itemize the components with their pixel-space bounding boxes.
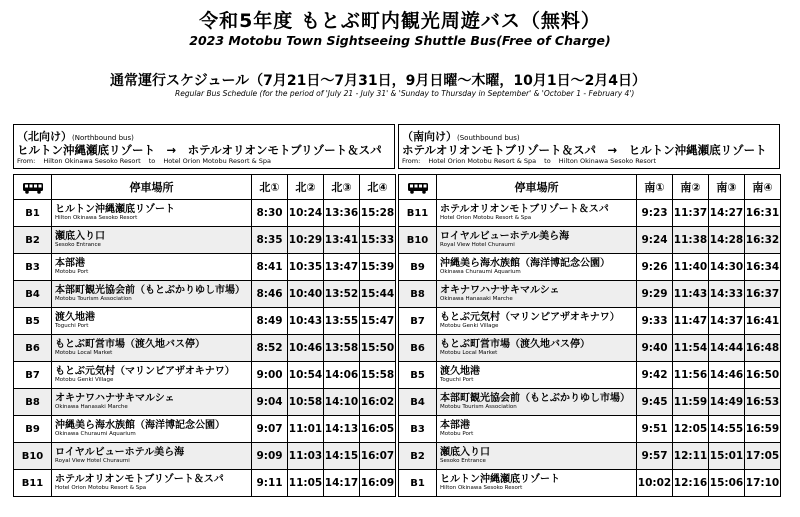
stop-code: B2: [399, 443, 437, 470]
departure-time: 17:10: [745, 470, 781, 497]
page-subtitle: 2023 Motobu Town Sightseeing Shuttle Bus(Free of Charge): [189, 33, 611, 48]
departure-time: 11:37: [673, 200, 709, 227]
stop-name-en: Hotel Orion Motobu Resort & Spa: [55, 484, 147, 491]
bus-icon: [22, 182, 44, 194]
southbound-to: Hilton Okinawa Sesoko Resort: [558, 157, 657, 165]
page-title: 令和5年度 もとぶ町内観光周遊バス（無料）: [199, 10, 601, 32]
stop-name-en: Sesoko Entrance: [55, 241, 101, 248]
departure-time: 10:40: [288, 281, 324, 308]
departure-time: 9:40: [637, 335, 673, 362]
departure-time: 11:56: [673, 362, 709, 389]
departure-time: 13:52: [324, 281, 360, 308]
trip-header: 北②: [288, 175, 324, 200]
departure-time: 10:58: [288, 389, 324, 416]
table-row: [399, 416, 781, 443]
stop-name-cell: [437, 308, 637, 335]
stop-name-en: Hilton Okinawa Sesoko Resort: [440, 484, 523, 491]
stop-name-cell: [437, 281, 637, 308]
stop-code: B5: [14, 308, 52, 335]
departure-time: 14:06: [324, 362, 360, 389]
departure-time: 15:58: [360, 362, 396, 389]
trip-header: 北①: [252, 175, 288, 200]
southbound-route: ホテルオリオンモトブリゾート＆スパ → ヒルトン沖縄瀬底リゾート: [402, 143, 767, 157]
departure-time: 14:55: [709, 416, 745, 443]
departure-time: 16:32: [745, 227, 781, 254]
stop-name-cell: [52, 389, 252, 416]
trip-header: 南①: [637, 175, 673, 200]
departure-time: 9:51: [637, 416, 673, 443]
departure-time: 15:44: [360, 281, 396, 308]
stop-name-en: Hotel Orion Motobu Resort & Spa: [440, 214, 532, 221]
stop-name-cell: [437, 416, 637, 443]
table-row: [399, 389, 781, 416]
northbound-panel: [13, 124, 395, 497]
stop-code: B8: [399, 281, 437, 308]
table-row: [14, 281, 396, 308]
southbound-panel: [398, 124, 780, 497]
stop-name: もとぶ元気村（マリンピアザオキナワ）: [440, 311, 620, 323]
departure-time: 9:26: [637, 254, 673, 281]
northbound-dir-en: (Northbound bus): [72, 134, 134, 142]
stop-name: ヒルトン沖縄瀬底リゾート: [440, 473, 560, 485]
schedule-subtitle: Regular Bus Schedule (for the period of 'July 21 - July 31' & 'Sunday to Thursday in September' & 'October 1 - February 4'): [175, 89, 635, 98]
trip-header: 南③: [709, 175, 745, 200]
departure-time: 16:50: [745, 362, 781, 389]
departure-time: 14:44: [709, 335, 745, 362]
departure-time: 15:06: [709, 470, 745, 497]
departure-time: 8:30: [252, 200, 288, 227]
departure-time: 9:45: [637, 389, 673, 416]
departure-time: 16:09: [360, 470, 396, 497]
stop-code: B2: [14, 227, 52, 254]
stop-name-en: Motobu Local Market: [440, 349, 498, 356]
departure-time: 16:37: [745, 281, 781, 308]
stop-name-cell: [52, 281, 252, 308]
departure-time: 16:05: [360, 416, 396, 443]
stop-name-en: Motobu Tourism Association: [440, 403, 517, 410]
departure-time: 10:35: [288, 254, 324, 281]
table-row: [14, 254, 396, 281]
departure-time: 15:01: [709, 443, 745, 470]
stop-code: B1: [399, 470, 437, 497]
stop-name: ロイヤルビューホテル美ら海: [55, 446, 185, 458]
bus-column-header: [399, 175, 437, 200]
stop-code: B9: [399, 254, 437, 281]
stop-name: 沖縄美ら海水族館（海洋博記念公園）: [440, 257, 610, 269]
stop-name: オキナワハナサキマルシェ: [440, 284, 560, 296]
stop-column-header: 停車場所: [52, 175, 252, 200]
southbound-header: [398, 124, 780, 169]
stop-name-en: Sesoko Entrance: [440, 457, 486, 464]
table-row: [14, 389, 396, 416]
trip-header: 北④: [360, 175, 396, 200]
northbound-to-label: to: [148, 157, 156, 165]
departure-time: 9:23: [637, 200, 673, 227]
stop-name: 本部町観光協会前（もとぶかりゆし市場）: [55, 284, 245, 296]
stop-name: ヒルトン沖縄瀬底リゾート: [55, 203, 175, 215]
stop-name-cell: [52, 470, 252, 497]
departure-time: 10:24: [288, 200, 324, 227]
stop-name-cell: [437, 227, 637, 254]
northbound-from-label: From:: [17, 157, 36, 165]
stop-name: ロイヤルビューホテル美ら海: [440, 230, 570, 242]
stop-name-cell: [52, 200, 252, 227]
departure-time: 15:39: [360, 254, 396, 281]
departure-time: 9:33: [637, 308, 673, 335]
stop-name: 渡久地港: [440, 365, 480, 377]
departure-time: 14:15: [324, 443, 360, 470]
stop-code: B8: [14, 389, 52, 416]
southbound-from-label: From:: [402, 157, 421, 165]
departure-time: 15:50: [360, 335, 396, 362]
departure-time: 13:41: [324, 227, 360, 254]
stop-name: 本部港: [55, 257, 85, 269]
departure-time: 11:43: [673, 281, 709, 308]
departure-time: 16:59: [745, 416, 781, 443]
table-row: [399, 362, 781, 389]
table-row: [399, 443, 781, 470]
departure-time: 15:47: [360, 308, 396, 335]
stop-name-cell: [437, 254, 637, 281]
stop-name-en: Motobu Genki Village: [55, 376, 114, 383]
stop-name-cell: [437, 335, 637, 362]
stop-name-cell: [437, 362, 637, 389]
stop-name-en: Okinawa Churaumi Aquarium: [55, 430, 136, 437]
stop-code: B1: [14, 200, 52, 227]
southbound-timetable: [398, 174, 781, 497]
stop-name: ホテルオリオンモトブリゾート＆スパ: [55, 473, 224, 485]
bus-column-header: [14, 175, 52, 200]
departure-time: 9:42: [637, 362, 673, 389]
stop-name-en: Royal View Hotel Churaumi: [440, 241, 515, 248]
stop-code: B10: [399, 227, 437, 254]
northbound-from: Hilton Okinawa Sesoko Resort: [43, 157, 141, 165]
stop-name-en: Motobu Local Market: [55, 349, 113, 356]
northbound-to: Hotel Orion Motobu Resort & Spa: [163, 157, 272, 165]
stop-code: B3: [14, 254, 52, 281]
stop-name-en: Okinawa Hanasaki Marche: [440, 295, 513, 302]
stop-name-cell: [52, 416, 252, 443]
stop-name-cell: [52, 308, 252, 335]
departure-time: 8:49: [252, 308, 288, 335]
departure-time: 12:05: [673, 416, 709, 443]
stop-column-header: 停車場所: [437, 175, 637, 200]
table-row: [399, 200, 781, 227]
departure-time: 14:37: [709, 308, 745, 335]
stop-name: 渡久地港: [55, 311, 95, 323]
departure-time: 10:02: [637, 470, 673, 497]
stop-name: 沖縄美ら海水族館（海洋博記念公園）: [55, 419, 225, 431]
stop-name-cell: [52, 254, 252, 281]
departure-time: 16:02: [360, 389, 396, 416]
stop-code: B10: [14, 443, 52, 470]
departure-time: 13:58: [324, 335, 360, 362]
table-row: [399, 308, 781, 335]
departure-time: 9:09: [252, 443, 288, 470]
trip-header: 北③: [324, 175, 360, 200]
southbound-from: Hotel Orion Motobu Resort & Spa: [428, 157, 537, 165]
stop-name-cell: [52, 335, 252, 362]
stop-name-cell: [437, 200, 637, 227]
table-row: [14, 227, 396, 254]
stop-name-cell: [437, 470, 637, 497]
stop-name-en: Okinawa Churaumi Aquarium: [440, 268, 521, 275]
departure-time: 11:01: [288, 416, 324, 443]
table-row: [399, 281, 781, 308]
departure-time: 9:57: [637, 443, 673, 470]
departure-time: 11:05: [288, 470, 324, 497]
stop-code: B6: [399, 335, 437, 362]
departure-time: 11:38: [673, 227, 709, 254]
trip-header: 南④: [745, 175, 781, 200]
departure-time: 14:27: [709, 200, 745, 227]
stop-name: 本部町観光協会前（もとぶかりゆし市場）: [440, 392, 630, 404]
stop-name-en: Okinawa Hanasaki Marche: [55, 403, 128, 410]
departure-time: 8:41: [252, 254, 288, 281]
stop-name-cell: [52, 227, 252, 254]
departure-time: 9:07: [252, 416, 288, 443]
departure-time: 15:28: [360, 200, 396, 227]
stop-name-cell: [437, 443, 637, 470]
departure-time: 11:47: [673, 308, 709, 335]
stop-name-en: Motobu Port: [55, 268, 89, 275]
departure-time: 10:43: [288, 308, 324, 335]
departure-time: 8:52: [252, 335, 288, 362]
departure-time: 13:55: [324, 308, 360, 335]
departure-time: 16:07: [360, 443, 396, 470]
table-row: [14, 200, 396, 227]
stop-name: もとぶ町営市場（渡久地バス停）: [440, 338, 590, 350]
table-row: [399, 335, 781, 362]
table-row: [14, 335, 396, 362]
stop-name-en: Royal View Hotel Churaumi: [55, 457, 130, 464]
stop-name-en: Motobu Genki Village: [440, 322, 499, 329]
departure-time: 17:05: [745, 443, 781, 470]
stop-name-cell: [52, 443, 252, 470]
northbound-route: ヒルトン沖縄瀬底リゾート → ホテルオリオンモトブリゾート＆スパ: [17, 143, 382, 157]
departure-time: 11:59: [673, 389, 709, 416]
southbound-to-label: to: [544, 157, 551, 165]
bus-icon: [407, 182, 429, 194]
departure-time: 8:35: [252, 227, 288, 254]
departure-time: 13:47: [324, 254, 360, 281]
table-row: [14, 308, 396, 335]
departure-time: 9:29: [637, 281, 673, 308]
departure-time: 11:40: [673, 254, 709, 281]
stop-name-en: Hilton Okinawa Sesoko Resort: [55, 214, 138, 221]
table-row: [399, 254, 781, 281]
stop-code: B6: [14, 335, 52, 362]
table-row: [399, 470, 781, 497]
trip-header: 南②: [673, 175, 709, 200]
departure-time: 14:28: [709, 227, 745, 254]
stop-name-en: Toguchi Port: [55, 322, 89, 329]
table-row: [14, 470, 396, 497]
departure-time: 14:33: [709, 281, 745, 308]
table-row: [14, 362, 396, 389]
stop-code: B7: [14, 362, 52, 389]
stop-name: 瀬底入り口: [440, 446, 490, 458]
stop-code: B5: [399, 362, 437, 389]
northbound-dir-jp: （北向け）: [17, 130, 72, 143]
departure-time: 10:29: [288, 227, 324, 254]
table-row: [14, 416, 396, 443]
departure-time: 9:11: [252, 470, 288, 497]
stop-code: B9: [14, 416, 52, 443]
departure-time: 12:11: [673, 443, 709, 470]
stop-code: B4: [14, 281, 52, 308]
departure-time: 16:31: [745, 200, 781, 227]
departure-time: 14:46: [709, 362, 745, 389]
southbound-dir-en: (Southbound bus): [457, 134, 520, 142]
departure-time: 10:46: [288, 335, 324, 362]
departure-time: 9:00: [252, 362, 288, 389]
departure-time: 14:30: [709, 254, 745, 281]
stop-name-cell: [437, 389, 637, 416]
southbound-dir-jp: （南向け）: [402, 130, 457, 143]
departure-time: 9:24: [637, 227, 673, 254]
northbound-header: [13, 124, 395, 169]
northbound-timetable: [13, 174, 396, 497]
departure-time: 12:16: [673, 470, 709, 497]
departure-time: 16:41: [745, 308, 781, 335]
departure-time: 16:53: [745, 389, 781, 416]
stop-code: B7: [399, 308, 437, 335]
departure-time: 14:10: [324, 389, 360, 416]
schedule-title: 通常運行スケジュール（7月21日～7月31日，9月日曜～木曜，10月1日～2月4日）: [110, 73, 647, 89]
table-row: [14, 443, 396, 470]
departure-time: 16:34: [745, 254, 781, 281]
departure-time: 10:54: [288, 362, 324, 389]
departure-time: 9:04: [252, 389, 288, 416]
stop-name: 瀬底入り口: [55, 230, 105, 242]
stop-name: もとぶ元気村（マリンピアザオキナワ）: [55, 365, 235, 377]
departure-time: 8:46: [252, 281, 288, 308]
stop-name-en: Motobu Tourism Association: [55, 295, 132, 302]
stop-name-en: Toguchi Port: [440, 376, 474, 383]
departure-time: 11:54: [673, 335, 709, 362]
stop-code: B11: [399, 200, 437, 227]
stop-name: 本部港: [440, 419, 470, 431]
departure-time: 14:49: [709, 389, 745, 416]
departure-time: 16:48: [745, 335, 781, 362]
stop-name-en: Motobu Port: [440, 430, 474, 437]
departure-time: 15:33: [360, 227, 396, 254]
departure-time: 11:03: [288, 443, 324, 470]
stop-name: オキナワハナサキマルシェ: [55, 392, 175, 404]
departure-time: 14:17: [324, 470, 360, 497]
stop-name: もとぶ町営市場（渡久地バス停）: [55, 338, 205, 350]
stop-code: B11: [14, 470, 52, 497]
departure-time: 14:13: [324, 416, 360, 443]
stop-code: B3: [399, 416, 437, 443]
table-row: [399, 227, 781, 254]
departure-time: 13:36: [324, 200, 360, 227]
stop-name: ホテルオリオンモトブリゾート＆スパ: [440, 203, 609, 215]
stop-name-cell: [52, 362, 252, 389]
stop-code: B4: [399, 389, 437, 416]
